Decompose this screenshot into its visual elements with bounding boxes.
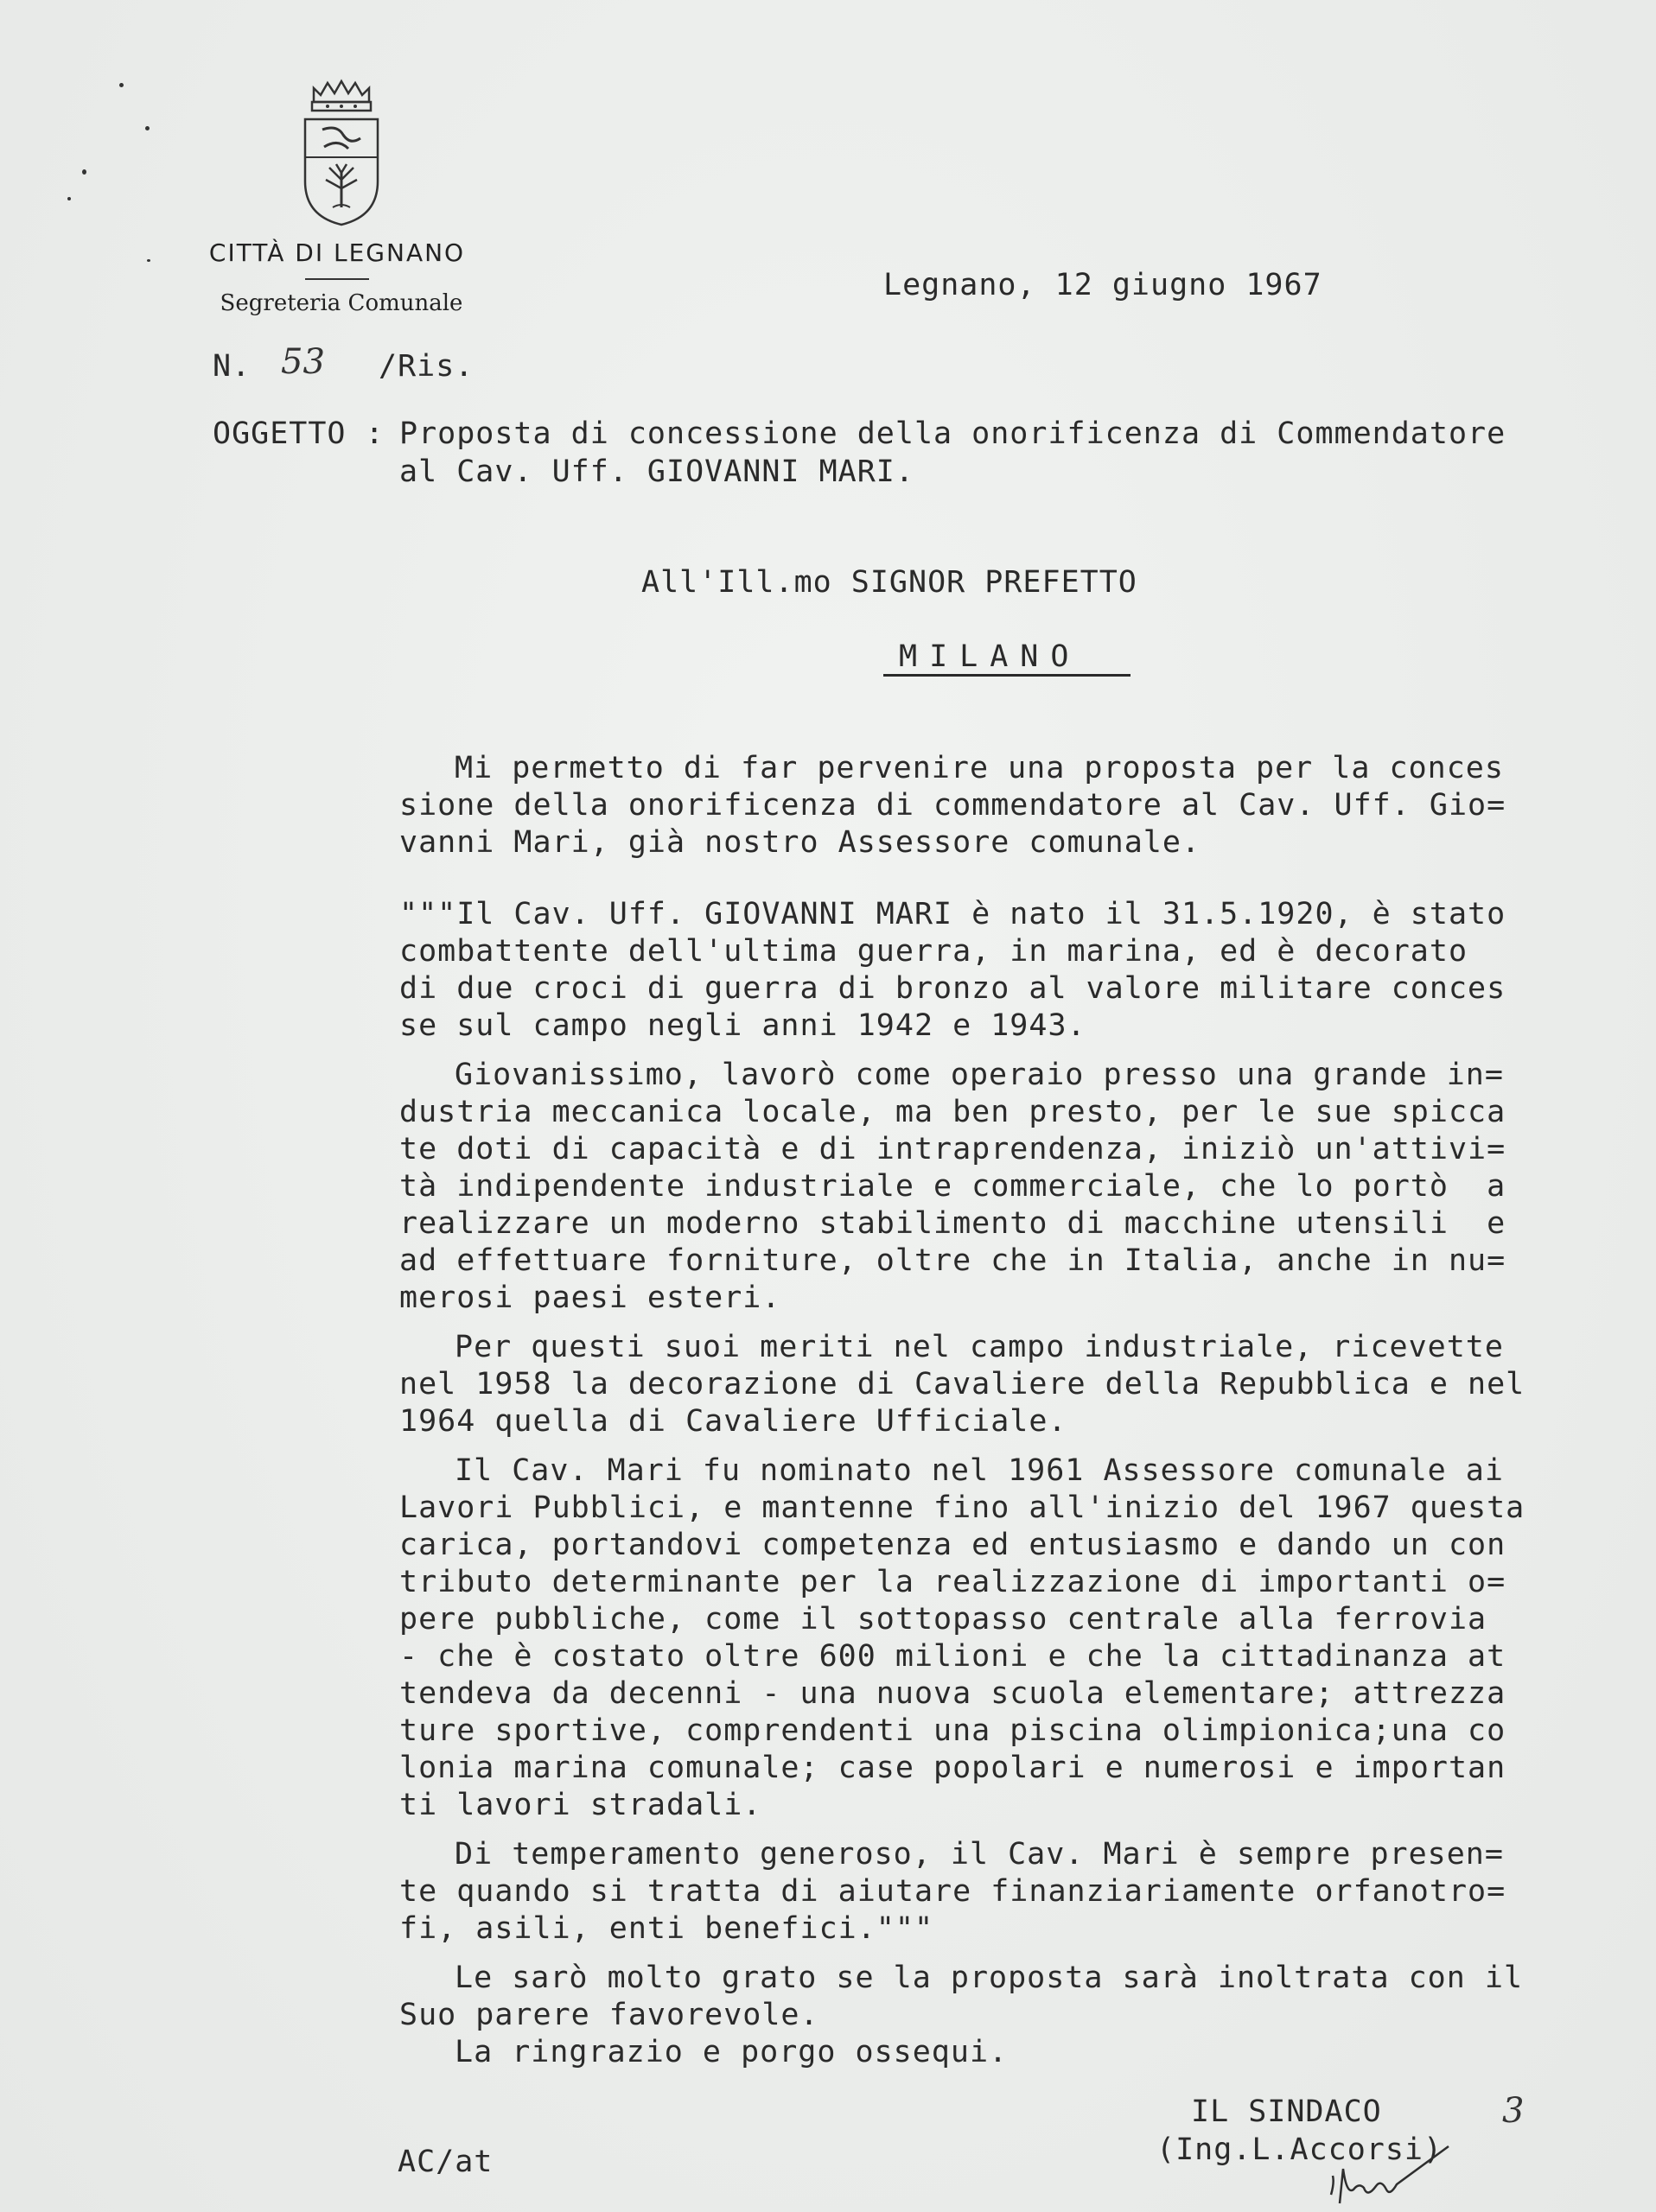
protocol-suffix: /Ris. bbox=[379, 349, 475, 384]
body-line: te doti di capacità e di intraprendenza, iniziò un'attivi= bbox=[399, 1132, 1506, 1166]
body-line: te quando si tratta di aiutare finanziariamente orfanotro= bbox=[399, 1874, 1506, 1909]
letterhead-department: Segreteria Comunale bbox=[220, 290, 463, 316]
letterhead-city: CITTÀ DI LEGNANO bbox=[208, 238, 466, 267]
body-line: dustria meccanica locale, ma ben presto, per le sue spicca bbox=[399, 1095, 1506, 1129]
body-line: Suo parere favorevole. bbox=[399, 1998, 819, 2032]
body-line: Di temperamento generoso, il Cav. Mari è sempre presen= bbox=[455, 1837, 1504, 1872]
scan-mark bbox=[119, 83, 124, 87]
body-line: fi, asili, enti benefici.""" bbox=[399, 1911, 934, 1946]
body-line: ad effettuare forniture, oltre che in Italia, anche in nu= bbox=[399, 1243, 1506, 1278]
body-line: """Il Cav. Uff. GIOVANNI MARI è nato il 31.5.1920, è stato bbox=[399, 897, 1506, 931]
body-line: Lavori Pubblici, e mantenne fino all'inizio del 1967 questa bbox=[399, 1491, 1525, 1525]
body-line: pere pubbliche, come il sottopasso centrale alla ferrovia bbox=[399, 1602, 1487, 1637]
body-line: Per questi suoi meriti nel campo industriale, ricevette bbox=[455, 1330, 1504, 1364]
body-line: realizzare un moderno stabilimento di macchine utensili e bbox=[399, 1206, 1506, 1241]
scan-mark bbox=[82, 169, 86, 175]
body-line: La ringrazio e porgo ossequi. bbox=[455, 2035, 1009, 2069]
body-line: Le sarò molto grato se la proposta sarà inoltrata con il bbox=[455, 1961, 1524, 1995]
body-line: - che è costato oltre 600 milioni e che la cittadinanza at bbox=[399, 1639, 1506, 1674]
addressee-city-underline bbox=[883, 674, 1131, 677]
subject-line: Proposta di concessione della onorificenza di Commendatore bbox=[399, 416, 1506, 451]
body-line: Il Cav. Mari fu nominato nel 1961 Assessore comunale ai bbox=[455, 1453, 1504, 1488]
scan-mark bbox=[147, 259, 150, 262]
addressee: All'Ill.mo SIGNOR PREFETTO bbox=[641, 565, 1137, 600]
signatory-name: (Ing.L.Accorsi) bbox=[1156, 2133, 1443, 2167]
letter-body bbox=[399, 750, 1523, 2071]
body-line: tendeva da decenni - una nuova scuola elementare; attrezza bbox=[399, 1676, 1506, 1711]
scan-mark bbox=[67, 197, 71, 200]
protocol-number: 53 bbox=[281, 342, 325, 382]
subject-label: OGGETTO : bbox=[213, 416, 385, 451]
body-line: merosi paesi esteri. bbox=[399, 1281, 781, 1315]
body-line: lonia marina comunale; case popolari e numerosi e importan bbox=[399, 1751, 1506, 1785]
letter-date: Legnano, 12 giugno 1967 bbox=[883, 268, 1322, 302]
coat-of-arms-icon bbox=[298, 78, 385, 233]
body-line: sione della onorificenza di commendatore al Cav. Uff. Gio= bbox=[399, 788, 1506, 823]
signatory-title: IL SINDACO bbox=[1191, 2094, 1382, 2129]
addressee-city: MILANO bbox=[899, 639, 1081, 674]
body-line: se sul campo negli anni 1942 e 1943. bbox=[399, 1008, 1086, 1043]
body-line: Giovanissimo, lavorò come operaio presso una grande in= bbox=[455, 1058, 1504, 1092]
body-line: ture sportive, comprendenti una piscina olimpionica;una co bbox=[399, 1713, 1506, 1748]
body-line: di due croci di guerra di bronzo al valore militare conces bbox=[399, 971, 1506, 1006]
body-line: tributo determinante per la realizzazione di importanti o= bbox=[399, 1565, 1506, 1599]
letterhead-divider bbox=[305, 278, 369, 280]
body-line: carica, portandovi competenza ed entusiasmo e dando un con bbox=[399, 1528, 1506, 1562]
body-line: 1964 quella di Cavaliere Ufficiale. bbox=[399, 1404, 1067, 1439]
body-line: Mi permetto di far pervenire una proposta per la conces bbox=[455, 751, 1504, 785]
body-line: combattente dell'ultima guerra, in marina, ed è decorato bbox=[399, 934, 1468, 969]
typist-initials: AC/at bbox=[398, 2145, 494, 2179]
page-number: 3 bbox=[1502, 2091, 1525, 2131]
subject-line: al Cav. Uff. GIOVANNI MARI. bbox=[399, 454, 914, 489]
body-line: vanni Mari, già nostro Assessore comunale. bbox=[399, 825, 1201, 860]
handwritten-signature-icon bbox=[1279, 2134, 1469, 2212]
protocol-prefix: N. bbox=[213, 349, 252, 384]
body-line: ti lavori stradali. bbox=[399, 1788, 762, 1822]
body-line: tà indipendente industriale e commerciale, che lo portò a bbox=[399, 1169, 1506, 1204]
body-line: nel 1958 la decorazione di Cavaliere della Repubblica e nel bbox=[399, 1367, 1525, 1402]
scan-mark bbox=[145, 126, 150, 130]
